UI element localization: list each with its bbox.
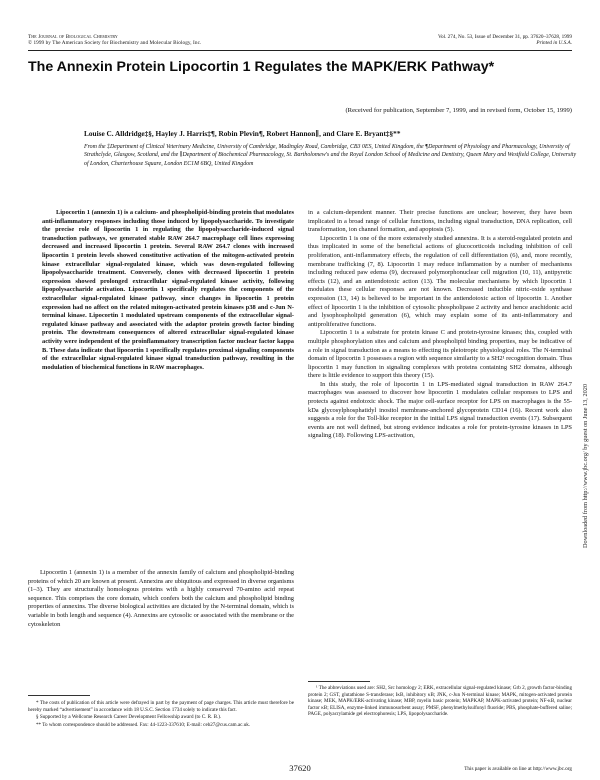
footnote: § Supported by a Wellcome Research Career Development Fellowship award (to C. R. B.). (36, 714, 222, 721)
abbreviations-footnote: ¹ The abbreviations used are: SH2, Src homology 2; ERK, extracellular signal-regulated kinase; Grb 2, growth factor-binding protein 2; GST, glutathione S-transferase; IκB, inhibitory κB; JNK, c-Jun N-terminal kinase; MAPK, mitogen-activated protein kinase; MEK, MAPK/ERK-activating kinase; MBP, myelin basic protein; MAPKAP, MAPK-activated protein; NF-κB, nuclear factor κB; ELISA, enzyme-linked immunosorbent assay; PMSF, phenylmethylsulfonyl fluoride; PBS, phosphate-buffered saline; PAGE, polyacrylamide gel electrophoresis; LPS, lipopolysaccharide. (308, 685, 572, 717)
footnote: ** To whom correspondence should be addressed. Fax: 44-1223-337610; E-mail: ceb27@cus.cam.ac.uk. (36, 721, 251, 728)
body-paragraph: Lipocortin 1 is one of the more extensively studied annexins. It is a steroid-regulated protein and thus implicated in some of the beneficial actions of glucocorticoids including inhibition of cell proliferation, anti-inflammatory effects, the regulation of cell differentiation (6), and, more recently, membrane trafficking (7, 8). Lipocortin 1 may reduce inflammation by a number of mechanisms including reduced paw edema (9), decreased polymorphonuclear cell migration (10, 11), antipyretic effects (12), and an antiendotoxic action (13). The molecular mechanisms by which lipocortin 1 modulates these cellular responses are not known. Decreased inducible nitric-oxide synthase expression (13, 14) is believed to be important in the antiendotoxic action of lipocortin 1. Another effect of lipocortin 1 is the inhibition of cytosolic phospholipase 2 activity and hence arachidonic acid and lysophospholipid generation (6), which may explain some of its anti-inflammatory and antiproliferative functions. (308, 234, 572, 328)
affiliations: From the ‡Department of Clinical Veterinary Medicine, University of Cambridge, Madingley Road, Cambridge, CB3 0ES, United Kingdom, the ¶Department of Physiology and Pharmacology, University of Strathclyde, Glasgow, Scotland, and the ∥Department of Biochemical Pharmacology, St. Bartholomew's and the Royal London School of Medicine and Dentistry, Queen Mary and Westfield College, University of London, Charterhouse Square, London EC1M 6BQ, United Kingdom (84, 144, 577, 167)
header-rule (28, 50, 572, 51)
footnotes-right (308, 685, 572, 718)
author-list: Louise C. Alldridge‡§, Hayley J. Harris‡¶, Robin Plevin¶, Robert Hannon∥, and Clare E. Bryant‡§** (84, 129, 401, 138)
intro-left-column (28, 569, 294, 629)
online-availability-note: This paper is available on line at http://www.jbc.org (464, 766, 572, 772)
journal-header (28, 34, 201, 47)
page-number: 37620 (289, 763, 311, 773)
footnote: * The costs of publication of this article were defrayed in part by the payment of page charges. This article must therefore be hereby marked “advertisement” in accordance with 18 U.S.C. Section 1734 solely to indicate this fact. (28, 700, 294, 713)
footnote-rule-left (28, 695, 90, 696)
abstract-text: Lipocortin 1 (annexin 1) is a calcium- and phospholipid-binding protein that modulates anti-inflammatory responses including those induced by lipopolysaccharide. To investigate the precise role of lipocortin 1 in regulating the lipopolysaccharide-induced signal transduction pathways, we generated stable RAW 264.7 macrophage cell lines expressing decreased and increased lipocortin 1 protein. Several RAW 264.7 clones with increased lipocortin 1 protein levels showed constitutive activation of the mitogen-activated protein kinase extracellular signal-regulated kinase, which was down-regulated following lipopolysaccharide treatment. Conversely, clones with decreased lipocortin 1 protein expression showed prolonged extracellular signal-regulated kinase activity, following lipopolysaccharide activation. Lipocortin 1 specifically regulates the components of the extracellular signal-regulated kinase pathway, since changes in lipocortin 1 protein expression had no affect on the related mitogen-activated protein kinases p38 and c-Jun N-terminal kinase. Lipocortin 1 modulated upstream components of the extracellular signal-regulated kinase pathway and associated with the adaptor protein growth factor binding protein. The downstream consequences of altered extracellular signal-regulated kinase activity were independent of the proinflammatory transcription factor nuclear factor kappa B. These data indicate that lipocortin 1 specifically regulates proximal signaling components of the extracellular signal-regulated kinase signal transduction pathway, resulting in the modulation of biochemical functions in RAW macrophages. (42, 209, 294, 371)
footnotes-left (28, 700, 294, 730)
footnote-rule-right (308, 681, 370, 682)
body-paragraph: in a calcium-dependent manner. Their precise functions are unclear; however, they have been implicated in a broad range of cellular functions, including signal transduction, DNA replication, cell transformation, ion channel formation, and apoptosis (5). (308, 209, 572, 234)
body-paragraph: In this study, the role of lipocortin 1 in LPS-mediated signal transduction in RAW 264.7 macrophages was assessed to discover how lipocortin 1 modulates cellular responses to LPS and protects against endotoxic shock. The major cell-surface receptor for LPS on macrophages is the 55-kDa glycosylphosphatidyl inositol membrane-anchored glycoprotein CD14 (16). Recent work also suggests a role for the Toll-like receptor in the initial LPS signal transduction events (17). Subsequent events are not well defined, but strong evidence indicates a role for protein-tyrosine kinases in LPS signaling (18). Following LPS-activation, (308, 380, 572, 440)
volume-info: Vol. 274, No. 53, Issue of December 31, pp. 37620–37628, 1999 (437, 34, 572, 40)
abstract (42, 209, 294, 372)
copyright-line: © 1999 by The American Society for Biochemistry and Molecular Biology, Inc. (28, 40, 202, 47)
journal-name: The Journal of Biological Chemistry (28, 34, 118, 40)
article-title: The Annexin Protein Lipocortin 1 Regulates the MAPK/ERK Pathway* (28, 59, 495, 75)
intro-right-column (308, 209, 572, 441)
body-paragraph: Lipocortin 1 is a substrate for protein kinase C and protein-tyrosine kinases; this, coupled with multiple phosphorylation sites and calcium and phospholipid binding properties, may be indicative of a role in signal transduction as a means to effecting its pleiotropic physiological roles. The N-terminal domain of lipocortin 1 possesses a region with sequence similarity to a SH2¹ recognition domain. Thus lipocortin 1 may function in signaling complexes with proteins containing SH2 domains, although there is little evidence to support this theory (15). (308, 329, 572, 380)
received-dates: (Received for publication, September 7, 1999, and in revised form, October 15, 1999) (345, 107, 572, 114)
issue-header (438, 34, 572, 47)
intro-paragraph: Lipocortin 1 (annexin 1) is a member of the annexin family of calcium and phospholipid-binding proteins of which 20 are known at present. Annexins are ubiquitous and expressed in diverse organisms (1–3). They are structurally homologous proteins with a highly conserved 70-amino acid repeat sequence. This comprises the core domain, which confers both the calcium and phospholipid binding properties of annexins. The diverse biological activities are dictated by the N-terminal domain, which is variable in both length and sequence (4). Annexins are cytosolic or associated with the membrane or the cytoskeleton (28, 569, 295, 628)
download-watermark: Downloaded from http://www.jbc.org/ by guest on June 13, 2020 (582, 383, 589, 548)
printed-in: Printed in U.S.A. (536, 40, 572, 47)
